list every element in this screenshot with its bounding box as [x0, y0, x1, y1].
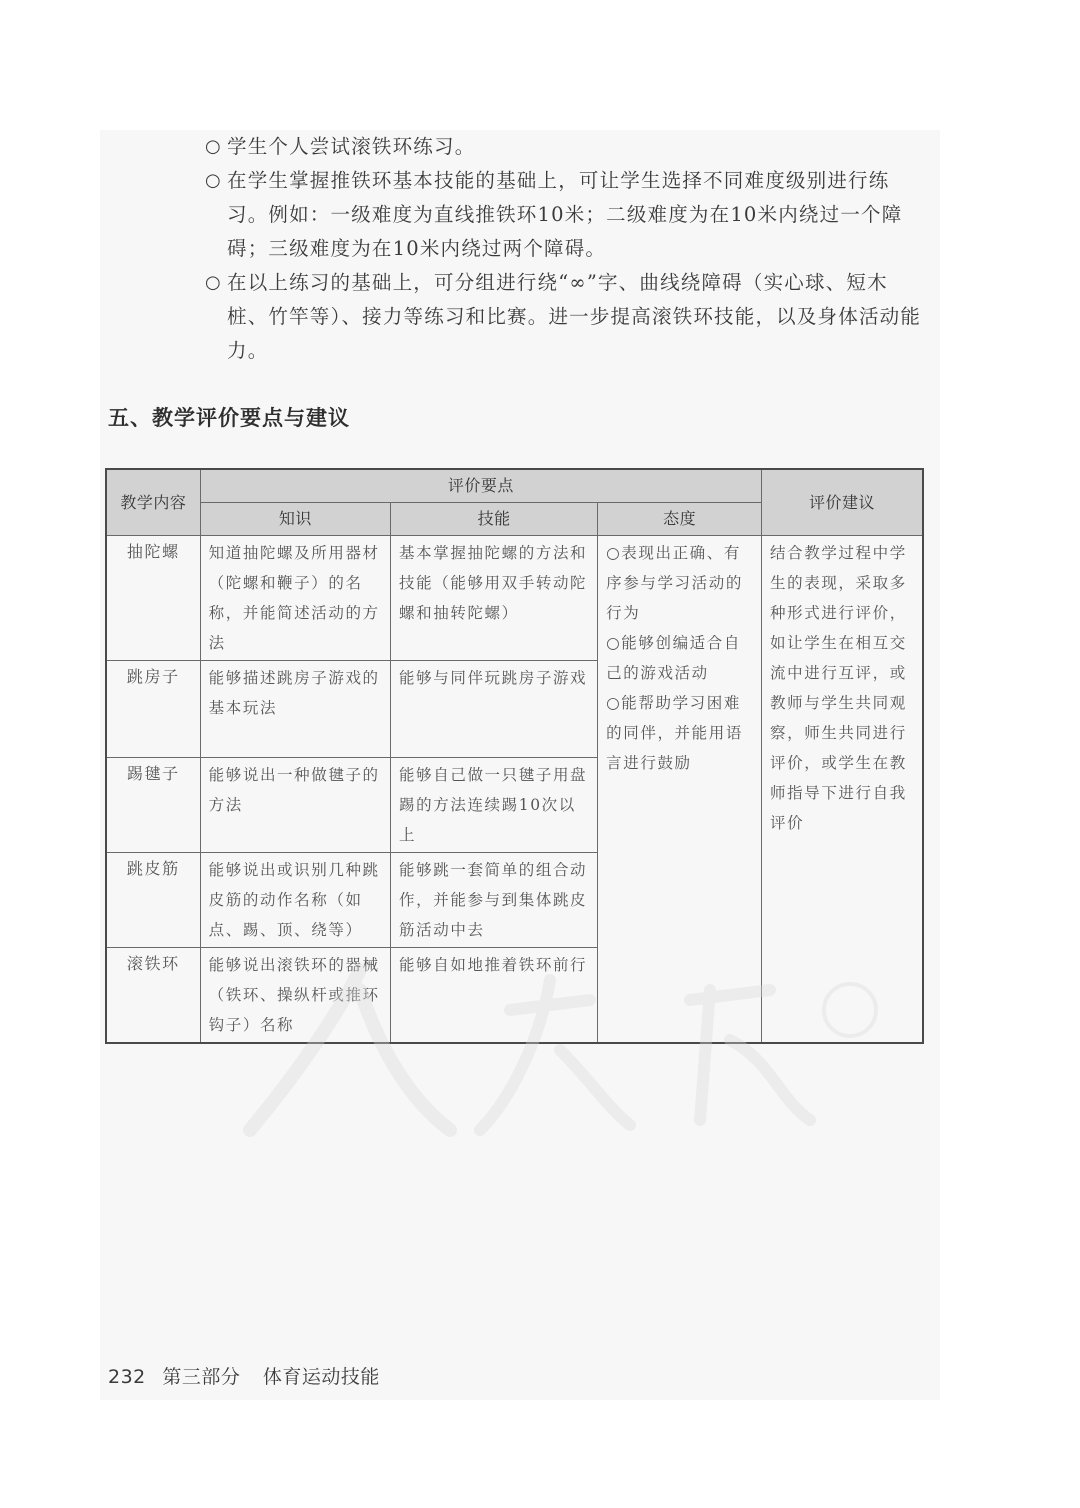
attitude-item: ○能帮助学习困难的同伴，并能用语言进行鼓励 — [606, 694, 743, 772]
skill-cell: 能够跳一套简单的组合动作，并能参与到集体跳皮筋活动中去 — [391, 853, 598, 948]
knowledge-cell: 能够说出或识别几种跳皮筋的动作名称（如点、踢、顶、绕等） — [200, 853, 390, 948]
knowledge-cell: 知道抽陀螺及所用器材（陀螺和鞭子）的名称，并能简述活动的方法 — [200, 536, 390, 661]
knowledge-cell: 能够描述跳房子游戏的基本玩法 — [200, 661, 390, 758]
attitude-cell — [598, 536, 762, 1044]
header-attitude: 态度 — [598, 503, 762, 536]
header-eval-points: 评价要点 — [200, 469, 761, 503]
skill-cell: 基本掌握抽陀螺的方法和技能（能够用双手转动陀螺和抽转陀螺） — [391, 536, 598, 661]
bullet-text: 在学生掌握推铁环基本技能的基础上，可让学生选择不同难度级别进行练习。例如：一级难度为直线推铁环10米；二级难度为在10米内绕过一个障碍；三级难度为在10米内绕过两个障碍。 — [227, 169, 903, 260]
row-name: 踢毽子 — [106, 758, 200, 853]
circle-bullet-icon: ○ — [205, 136, 222, 157]
table-header-row — [106, 469, 923, 503]
header-skill: 技能 — [391, 503, 598, 536]
row-name: 滚铁环 — [106, 948, 200, 1044]
skill-cell: 能够自如地推着铁环前行 — [391, 948, 598, 1044]
attitude-item: ○能够创编适合自己的游戏活动 — [606, 634, 741, 682]
header-suggestion: 评价建议 — [762, 469, 923, 536]
circle-bullet-icon: ○ — [205, 272, 222, 293]
table-row — [106, 536, 923, 661]
suggestion-cell: 结合教学过程中学生的表现，采取多种形式进行评价，如让学生在相互交流中进行互评，或教师与学生共同观察，师生共同进行评价，或学生在教师指导下进行自我评价 — [762, 536, 923, 1044]
row-name: 跳皮筋 — [106, 853, 200, 948]
footer-chapter: 体育运动技能 — [262, 1366, 380, 1388]
header-content: 教学内容 — [106, 469, 200, 536]
evaluation-table — [105, 468, 924, 1044]
knowledge-cell: 能够说出滚铁环的器械（铁环、操纵杆或推环钩子）名称 — [200, 948, 390, 1044]
bullet-text: 学生个人尝试滚铁环练习。 — [227, 135, 476, 158]
row-name: 跳房子 — [106, 661, 200, 758]
attitude-item: ○表现出正确、有序参与学习活动的行为 — [606, 544, 743, 622]
section-title: 五、教学评价要点与建议 — [108, 406, 350, 430]
skill-cell: 能够与同伴玩跳房子游戏 — [391, 661, 598, 758]
row-name: 抽陀螺 — [106, 536, 200, 661]
page-number: 232 — [108, 1366, 146, 1388]
bullet-item — [205, 164, 925, 266]
bullet-text: 在以上练习的基础上，可分组进行绕“∞”字、曲线绕障碍（实心球、短木桩、竹竿等）、接力等练习和比赛。进一步提高滚铁环技能，以及身体活动能力。 — [227, 271, 922, 362]
page-footer — [108, 1362, 380, 1389]
bullet-item — [205, 130, 925, 164]
circle-bullet-icon: ○ — [205, 170, 222, 191]
practice-bullet-list — [205, 130, 925, 368]
bullet-item — [205, 266, 925, 368]
footer-part: 第三部分 — [162, 1366, 241, 1388]
skill-cell: 能够自己做一只毽子用盘踢的方法连续踢10次以上 — [391, 758, 598, 853]
header-knowledge: 知识 — [200, 503, 390, 536]
knowledge-cell: 能够说出一种做毽子的方法 — [200, 758, 390, 853]
